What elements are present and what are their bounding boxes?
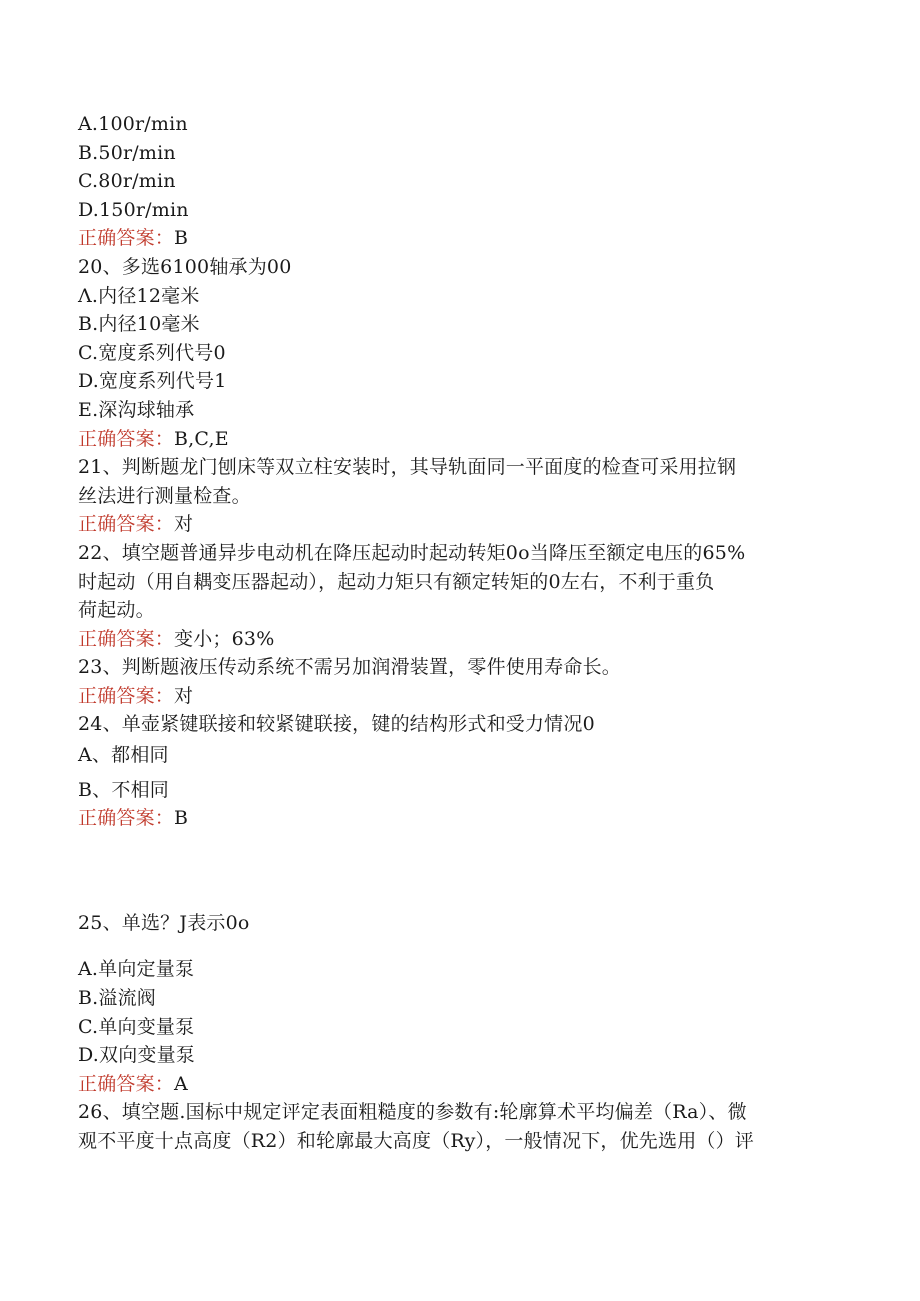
q19-option-b: B.50r/min (78, 141, 176, 164)
q26-question-line-2: 观不平度十点高度（R2）和轮廓最大高度（Ry），一般情况下，优先选用（）评 (78, 1130, 755, 1152)
q20-answer (78, 425, 858, 454)
q21-answer (78, 510, 858, 539)
q25-option-c: C.单向变量泵 (78, 1015, 195, 1038)
q26-question-line-1: 26、填空题.国标中规定评定表面粗糙度的参数有:轮廓算术平均偏差（Ra）、微 (78, 1101, 747, 1124)
q20-option-c: C.宽度系列代号0 (78, 341, 226, 364)
q20-option-b: B.内径10毫米 (78, 313, 200, 336)
answer-value: 变小；63% (174, 627, 275, 650)
q22-answer (78, 625, 858, 654)
answer-label: 正确答案： (78, 807, 175, 830)
q25-option-a: A.单向定量泵 (78, 958, 195, 981)
answer-label: 正确答案： (78, 227, 175, 250)
answer-value: B (174, 807, 189, 830)
answer-label: 正确答案： (78, 627, 175, 650)
q19-option-d: D.150r/min (78, 198, 189, 221)
q23-question: 23、判断题液压传动系统不需另加润滑装置，零件使用寿命长。 (78, 656, 621, 679)
q19-answer (78, 224, 858, 253)
q25-answer (78, 1070, 858, 1099)
answer-label: 正确答案： (78, 513, 175, 536)
q25-option-d: D.双向变量泵 (78, 1044, 195, 1067)
q23-answer (78, 682, 858, 711)
q25-question: 25、单选？J表示0o (78, 911, 250, 934)
q20-question: 20、多选6100轴承为00 (78, 255, 292, 278)
q24-answer (78, 804, 858, 833)
q24-option-a: A、都相同 (78, 744, 169, 767)
answer-label: 正确答案： (78, 1072, 175, 1095)
q20-option-a: Λ.内径12毫米 (78, 284, 200, 307)
q21-question-line-2: 丝法进行测量检查。 (78, 484, 251, 507)
answer-value: 对 (174, 513, 194, 536)
q24-question: 24、单壶紧键联接和较紧键联接，键的结构形式和受力情况0 (78, 713, 595, 736)
spacer (78, 937, 858, 955)
q24-option-b: B、不相同 (78, 778, 169, 801)
q22-question-line-3: 荷起动。 (78, 599, 155, 622)
answer-label: 正确答案： (78, 684, 175, 707)
q25-option-b: B.溢流阀 (78, 987, 157, 1010)
document-page (78, 110, 858, 1156)
spacer (78, 833, 858, 909)
q19-option-c: C.80r/min (78, 170, 176, 193)
q20-option-d: D.宽度系列代号1 (78, 370, 227, 393)
q22-question-line-2: 时起动（用自耦变压器起动），起动力矩只有额定转矩的0左右，不利于重负 (78, 570, 715, 593)
answer-value: A (174, 1072, 188, 1095)
q22-question-line-1: 22、填空题普通异步电动机在降压起动时起动转矩0o当降压至额定电压的65% (78, 541, 746, 564)
q19-option-a: A.100r/min (78, 113, 188, 135)
answer-value: B (174, 227, 189, 250)
q20-option-e: E.深沟球轴承 (78, 398, 195, 421)
q21-question-line-1: 21、判断题龙门刨床等双立柱安装时，其导轨面同一平面度的检查可采用拉钢 (78, 456, 737, 479)
answer-value: 对 (174, 684, 194, 707)
answer-label: 正确答案： (78, 427, 175, 450)
answer-value: B,C,E (174, 427, 229, 450)
